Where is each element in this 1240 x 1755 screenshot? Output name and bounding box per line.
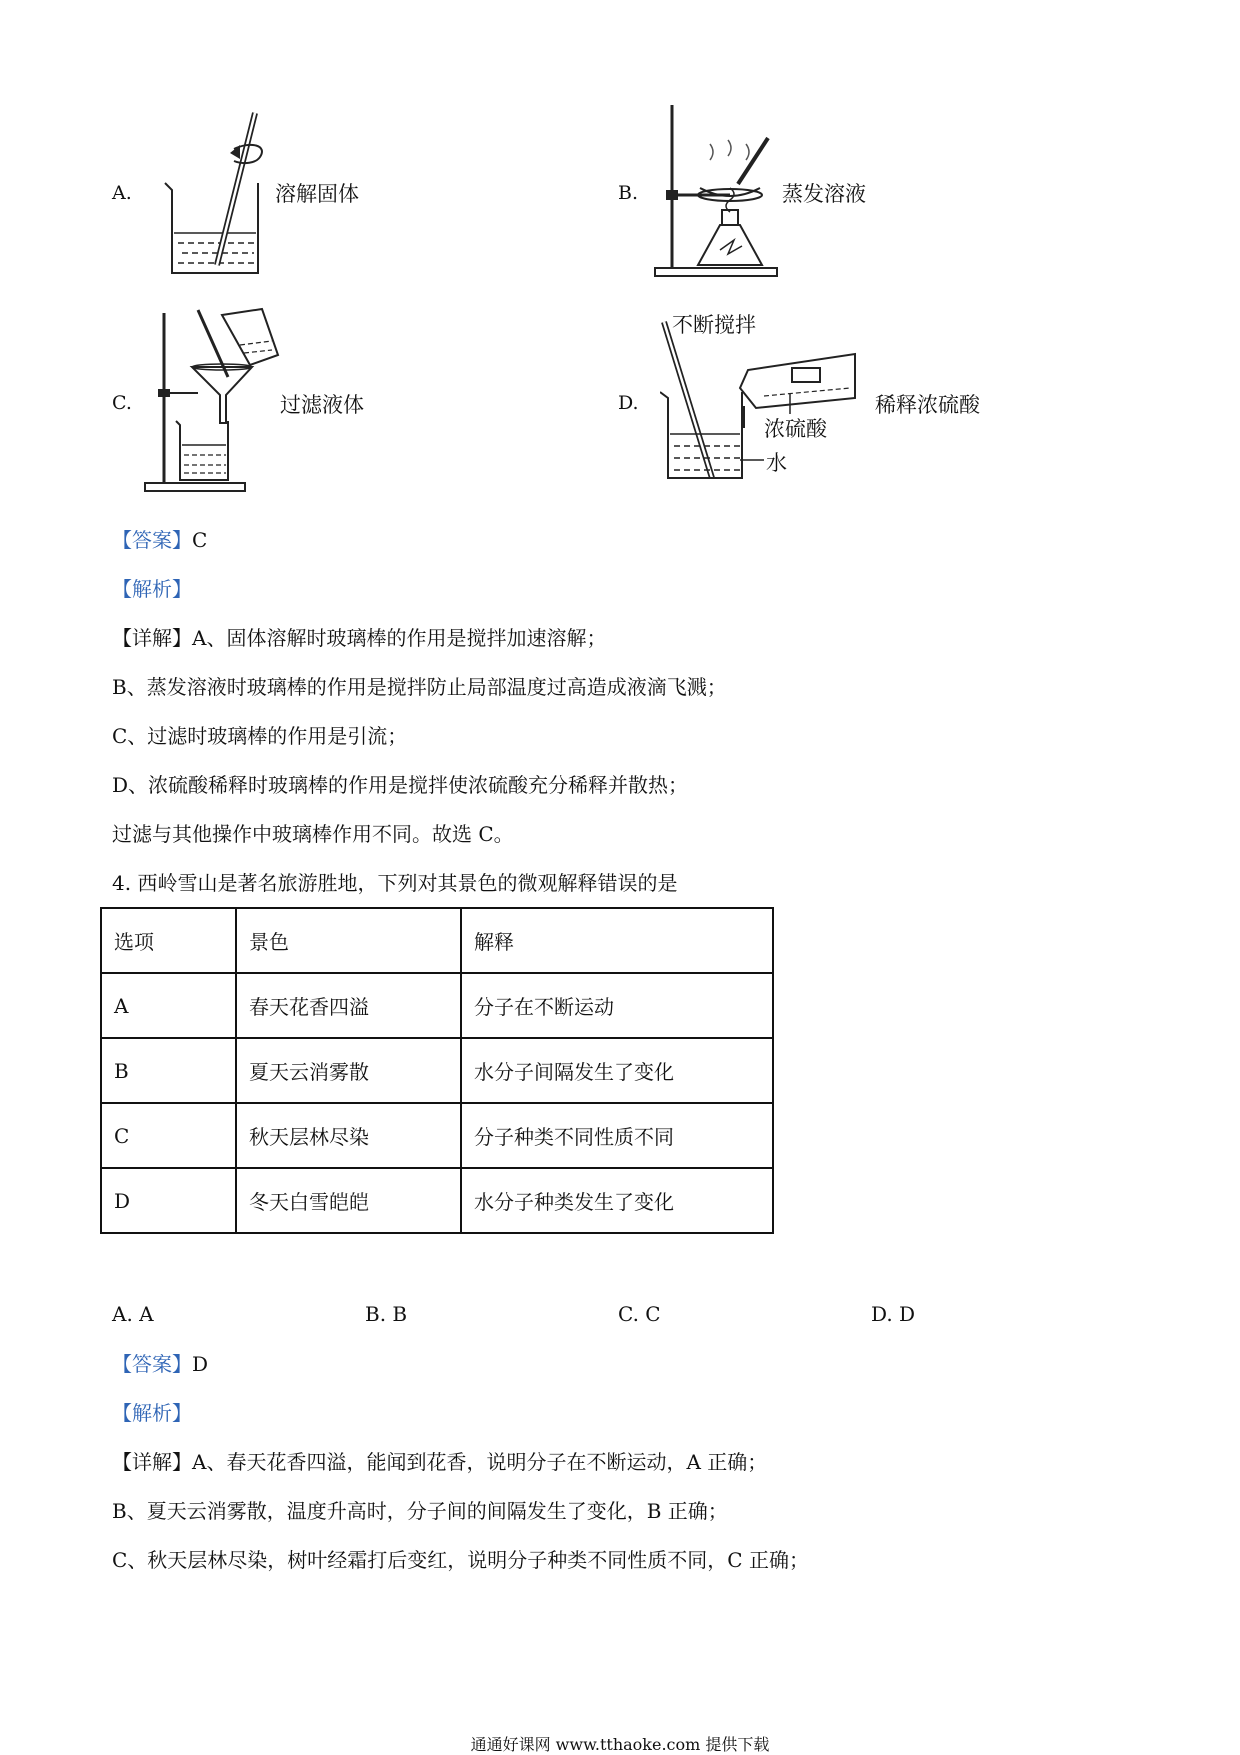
- table-cell: 春天花香四溢: [236, 973, 461, 1038]
- option-a-letter: A.: [112, 182, 132, 204]
- choice-b: B. B: [365, 1302, 408, 1326]
- q3-line-c: C、过滤时玻璃棒的作用是引流；: [112, 724, 408, 748]
- q3-answer: [112, 526, 207, 554]
- q4-answer: [112, 1350, 208, 1378]
- answer-tag: 【答案】: [112, 1352, 192, 1376]
- q3-line-b: B、蒸发溶液时玻璃棒的作用是搅拌防止局部温度过高造成液滴飞溅；: [112, 675, 727, 699]
- option-b-caption: 蒸发溶液: [782, 182, 866, 206]
- water-label: 水: [766, 451, 787, 475]
- evaporate-solution-diagram: [650, 100, 800, 280]
- option-c-letter: C.: [112, 392, 132, 414]
- detail-text: A、固体溶解时玻璃棒的作用是搅拌加速溶解；: [192, 626, 607, 650]
- table-row: [101, 1038, 773, 1103]
- table-header-cell: 解释: [461, 908, 773, 973]
- page-footer: 通通好课网 www.tthaoke.com 提供下载: [470, 1735, 770, 1754]
- answer-tag: 【答案】: [112, 528, 192, 552]
- table-row: [101, 1168, 773, 1233]
- table-header-cell: 景色: [236, 908, 461, 973]
- dissolve-solid-diagram: [160, 105, 280, 280]
- option-d-letter: D.: [618, 392, 639, 414]
- option-d-caption: 稀释浓硫酸: [875, 393, 980, 417]
- table-cell: A: [101, 973, 236, 1038]
- table-header-cell: 选项: [101, 908, 236, 973]
- table-cell: B: [101, 1038, 236, 1103]
- choice-d: D. D: [871, 1302, 916, 1326]
- table-cell: C: [101, 1103, 236, 1168]
- acid-label: 浓硫酸: [764, 417, 827, 441]
- table-cell: 水分子种类发生了变化: [461, 1168, 773, 1233]
- answer-value: C: [192, 528, 208, 552]
- table-cell: 冬天白雪皑皑: [236, 1168, 461, 1233]
- q4-detail-line: [112, 1448, 767, 1476]
- table-cell: 夏天云消雾散: [236, 1038, 461, 1103]
- detail-text: A、春天花香四溢，能闻到花香，说明分子在不断运动，A 正确；: [192, 1450, 768, 1474]
- q3-analysis-tag: 【解析】: [112, 577, 192, 601]
- table-cell: D: [101, 1168, 236, 1233]
- q3-detail-line: [112, 624, 606, 652]
- option-a-caption: 溶解固体: [275, 182, 359, 206]
- q3-conclusion: 过滤与其他操作中玻璃棒作用不同。故选 C。: [112, 822, 514, 846]
- option-c-caption: 过滤液体: [280, 393, 364, 417]
- table-cell: 秋天层林尽染: [236, 1103, 461, 1168]
- detail-tag: 【详解】: [112, 1450, 192, 1474]
- q4-stem: 4. 西岭雪山是著名旅游胜地，下列对其景色的微观解释错误的是: [112, 871, 678, 895]
- filter-liquid-diagram: [140, 305, 285, 495]
- q4-analysis-tag: 【解析】: [112, 1401, 192, 1425]
- table-cell: 分子种类不同性质不同: [461, 1103, 773, 1168]
- table-cell: 水分子间隔发生了变化: [461, 1038, 773, 1103]
- q4-line-b: B、夏天云消雾散，温度升高时，分子间的间隔发生了变化，B 正确；: [112, 1499, 728, 1523]
- table-row: [101, 1103, 773, 1168]
- detail-tag: 【详解】: [112, 626, 192, 650]
- choice-a: A. A: [112, 1302, 154, 1326]
- table-row: [101, 973, 773, 1038]
- table-cell: 分子在不断运动: [461, 973, 773, 1038]
- table-header-row: [101, 908, 773, 973]
- q4-table: [100, 907, 774, 1234]
- stir-label: 不断搅拌: [672, 313, 756, 337]
- q3-line-d: D、浓硫酸稀释时玻璃棒的作用是搅拌使浓硫酸充分稀释并散热；: [112, 773, 689, 797]
- choice-c: C. C: [618, 1302, 661, 1326]
- q4-line-c: C、秋天层林尽染，树叶经霜打后变红，说明分子种类不同性质不同，C 正确；: [112, 1548, 809, 1572]
- option-b-letter: B.: [618, 182, 639, 204]
- answer-value: D: [192, 1352, 209, 1376]
- dilute-sulfuric-acid-diagram: [660, 310, 860, 488]
